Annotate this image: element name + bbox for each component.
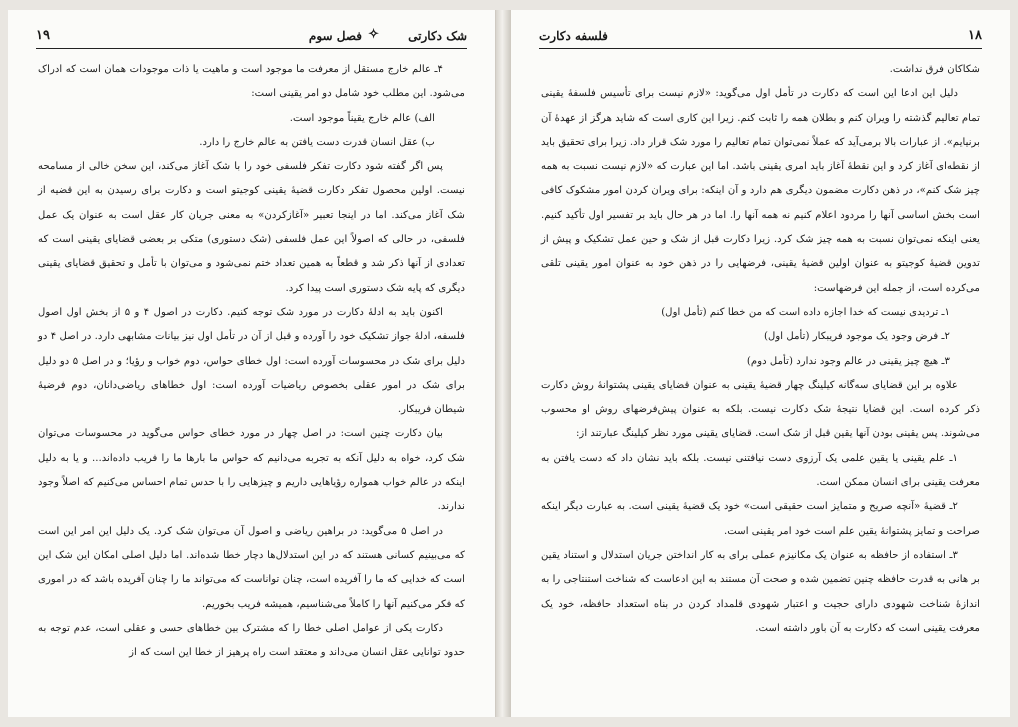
left-page — [8, 10, 496, 717]
paragraph: علاوه بر این قضایای سه‌گانه کیلینگ چهار قضیهٔ یقینی به عنوان قضایای یقینی پشتوانهٔ روش دکارت ذکر کرده است. این قضایا نتیجهٔ شک دکارت نیست. بلکه به عنوان پیش‌فرضهای روش او محسوب می‌شوند. پس یقینی بودن آنها یقین قبل از شک است. قضایای یقینی مورد نظر کیلینگ عبارتند از: — [541, 379, 980, 440]
paragraph: ۳ـ هیچ چیز یقینی در عالم وجود ندارد (تأمل دوم) — [746, 355, 950, 367]
paragraph: الف) عالم خارج یقیناً موجود است. — [289, 112, 435, 124]
right-page-number: ۱۸ — [968, 28, 982, 43]
right-page-body — [541, 58, 980, 641]
paragraph: ۱ـ علم یقینی یا یقین علمی یک آرزوی دست نیافتنی نیست. بلکه باید نشان داد که دست یافتن به معرفت یقینی برای انسان ممکن است. — [541, 452, 980, 489]
paragraph: ۴ـ عالم خارج مستقل از معرفت ما موجود است و ماهیت یا ذات موجودات همان است که ادراک می‌شود. این مطلب خود شامل دو امر یقینی است: — [38, 64, 465, 100]
paragraph: ۲ـ قضیهٔ «آنچه صریح و متمایز است حقیقی است» خود یک قضیهٔ یقینی است. به عبارت دیگر اینکه صراحت و تمایز پشتوانهٔ یقین علم است خود امر یقینی است. — [541, 501, 980, 537]
left-page-header — [36, 26, 467, 49]
right-page — [510, 10, 1010, 717]
paragraph: ۲ـ فرض وجود یک موجود فریبکار (تأمل اول) — [764, 331, 950, 343]
paragraph: بیان دکارت چنین است: در اصل چهار در مورد خطای حواس می‌گوید در محسوسات می‌توان شک کرد، خواه به دلیل آنکه به تجربه می‌دانیم که حواس ما بارها ما را فریب داده‌اند... و یا به دلیل اینکه در عالم خواب همواره رؤیاهایی داریم و چیزهایی را با حدس تمام احساس می‌کنیم که اصلاً وجود ندارند. — [38, 428, 465, 513]
book-gutter — [496, 10, 510, 717]
left-page-chapter: فصل سوم — [308, 29, 362, 43]
left-page-body — [38, 58, 465, 665]
paragraph: اکنون باید به ادلهٔ دکارت در مورد شک توجه کنیم. دکارت در اصول ۴ و ۵ از بخش اول اصول فلسفه، ادلهٔ جواز تشکیک خود را آورده و قبل از آن در تأمل اول نیز بیانات مشابهی دارد. در اصل ۴ دو دلیل برای شک در محسوسات آورده است: اول خطای حواس، دوم خواب و رؤیا؛ و در اصل ۵ دو دلیل برای شک در امور عقلی بخصوص ریاضیات آورده است: اول خطاهای ریاضی‌دانان، دوم فرضیهٔ شیطان فریبکار. — [38, 306, 465, 416]
right-page-header — [539, 26, 982, 49]
paragraph: ب) عقل انسان قدرت دست یافتن به عالم خارج را دارد. — [199, 136, 435, 148]
header-star-icon: ✧ — [368, 27, 379, 42]
paragraph: در اصل ۵ می‌گوید: در براهین ریاضی و اصول آن می‌توان شک کرد. یک دلیل این امر این است که می‌بینیم کسانی هستند که در این استدلال‌ها دچار خطا شده‌اند. اما دلیل اصلی امکان این شک این است که خدایی که ما را آفریده است، چنان تواناست که می‌تواند ما را چنان آفریده باشد که در اموری که فکر می‌کنیم آنها را کاملاً می‌شناسیم، همیشه فریب بخوریم. — [38, 525, 465, 610]
right-page-header-title: فلسفه دکارت — [539, 29, 608, 43]
paragraph: پس اگر گفته شود دکارت تفکر فلسفی خود را با شک آغاز می‌کند، این سخن خالی از مسامحه نیست. اولین محصول تفکر دکارت قضیهٔ یقینی کوجیتو است و دکارت برای رسیدن به این قضیه از شک آغاز می‌کند. اما در اینجا تعبیر «آغازکردن» به معنی جریان کار عقل است به عنوان یک عمل فلسفی، در حالی که اصولاً این عمل فلسفی (شک دستوری) متکی بر بعضی قضایای یقینی است که تعدادی از آنها ذکر شد و قطعاً به همین تعداد ختم نمی‌شود و می‌توان با تأمل و تحقیق قضایای یقینی دیگری که پایه شک دستوری است پیدا کرد. — [38, 161, 465, 294]
paragraph: شکاکان فرق نداشت. — [889, 64, 980, 75]
paragraph: ۱ـ تردیدی نیست که خدا اجازه داده است که من خطا کنم (تأمل اول) — [661, 306, 950, 318]
paragraph: دکارت یکی از عوامل اصلی خطا را که مشترک بین خطاهای حسی و عقلی است، عدم توجه به حدود توانایی عقل انسان می‌داند و معتقد است راه پرهیز از خطا این است که از — [38, 622, 465, 659]
left-page-number: ۱۹ — [36, 28, 50, 43]
paragraph: ۳ـ استفاده از حافظه به عنوان یک مکانیزم عملی برای به کار انداختن جریان استدلال و استناد یقین بر هانی به قدرت حافظه چنین تضمین شده و صحت آن مستند به این ادعاست که شناخت استنتاجی را به اندازهٔ شناخت شهودی دارای حجیت و اعتبار شهودی قلمداد کردن در بناه استعداد حافظه، خود یک معرفت یقینی است که دکارت به آن باور داشته است. — [541, 549, 980, 634]
paragraph: دلیل این ادعا این است که دکارت در تأمل اول می‌گوید: «لازم نیست برای تأسیس فلسفهٔ یقینی تمام تعالیم گذشته را ویران کنم و بطلان همه را ثابت کنم. زیرا این کاری است که شاید هرگز از عهدهٔ آن برنیایم». از عبارات بالا برمی‌آید که عملاً نمی‌توان تمام تعالیم را مورد شک قرار داد. زیرا برای تحقیق باید از نقطه‌ای آغاز کرد و این نقطهٔ آغاز باید امری یقینی باشد. اما این عبارت که «لازم نیست نسبت به همه چیز شک کنم»، در ذهن دکارت مضمون دیگری هم دارد و آن اینکه: برای ویران کردن امور مشکوک کافی است بخش اساسی آنها را مردود اعلام کنیم نه همه آنها را. اما در هر حال باید بر تفسیر اول تأکید کنیم. یعنی اینکه نمی‌توان نسبت به همه چیز شک کرد. زیرا دکارت قبل از شک و حین عمل تشکیک و پیش از تدوین قضیهٔ کوجیتو به عنوان اولین قضیهٔ یقینی، فرضهایی را در ذهن خود به عنوان امور یقینی تلقی می‌کرده است، از جمله این فرضهاست: — [541, 88, 980, 294]
left-page-header-title: شک دکارتی — [408, 29, 467, 43]
